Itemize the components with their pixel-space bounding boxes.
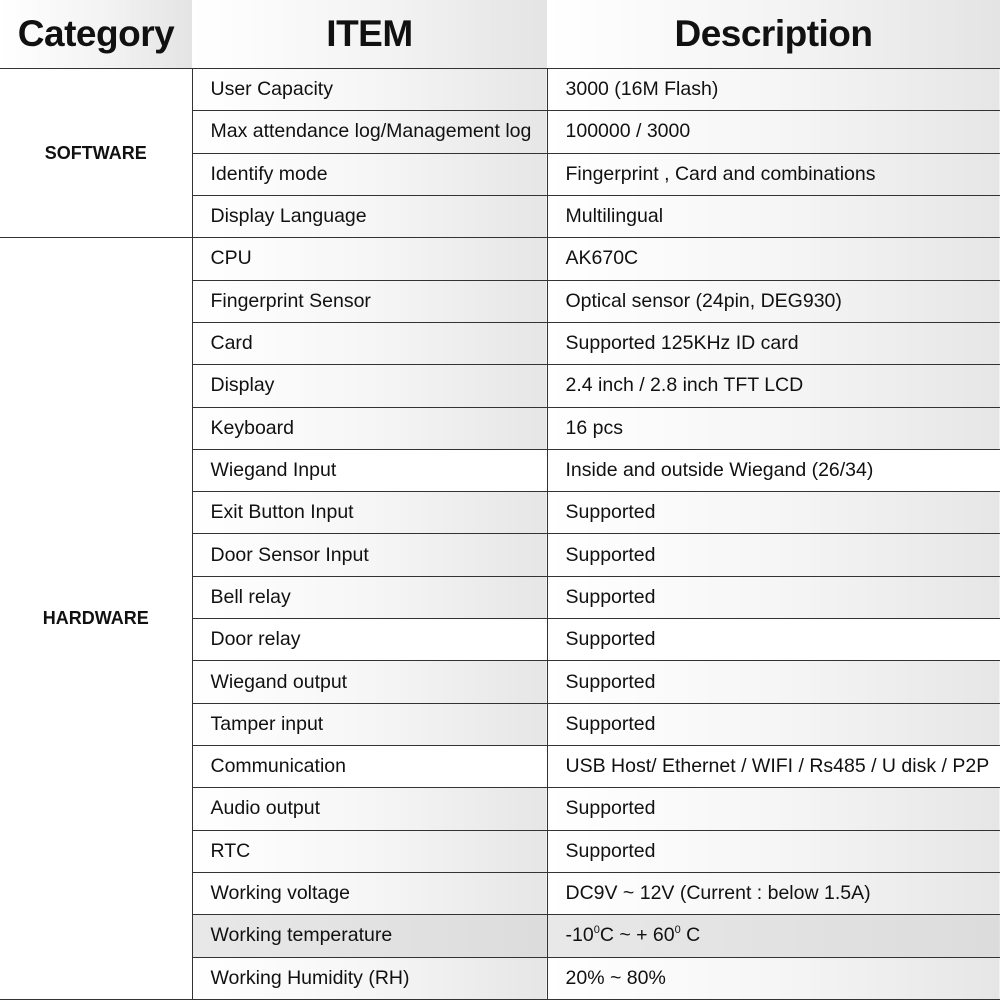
description-cell: Multilingual xyxy=(547,195,1000,237)
description-cell: Supported xyxy=(547,576,1000,618)
description-cell: Supported xyxy=(547,830,1000,872)
degree-mark: 0 xyxy=(593,924,600,937)
description-cell: Optical sensor (24pin, DEG930) xyxy=(547,280,1000,322)
item-cell: Fingerprint Sensor xyxy=(192,280,547,322)
description-cell: Supported xyxy=(547,661,1000,703)
item-cell: Communication xyxy=(192,746,547,788)
header-row xyxy=(0,0,1000,69)
temp-lead: -10 xyxy=(565,924,594,947)
category-software: SOFTWARE xyxy=(0,69,192,238)
item-cell: Identify mode xyxy=(192,153,547,195)
table-row xyxy=(0,238,1000,280)
item-cell: Bell relay xyxy=(192,576,547,618)
description-cell: 2.4 inch / 2.8 inch TFT LCD xyxy=(547,365,1000,407)
item-cell: RTC xyxy=(192,830,547,872)
item-cell: User Capacity xyxy=(192,69,547,111)
description-cell: 100000 / 3000 xyxy=(547,111,1000,153)
description-cell: 16 pcs xyxy=(547,407,1000,449)
item-cell: Max attendance log/Management log xyxy=(192,111,547,153)
category-hardware: HARDWARE xyxy=(0,238,192,1000)
description-cell: USB Host/ Ethernet / WIFI / Rs485 / U disk / P2P xyxy=(547,746,1000,788)
item-cell: Wiegand output xyxy=(192,661,547,703)
description-cell: DC9V ~ 12V (Current : below 1.5A) xyxy=(547,872,1000,914)
temp-tail: C xyxy=(680,924,701,947)
item-cell: Working voltage xyxy=(192,872,547,914)
item-cell: Door Sensor Input xyxy=(192,534,547,576)
description-cell: Fingerprint , Card and combinations xyxy=(547,153,1000,195)
item-cell: Wiegand Input xyxy=(192,449,547,491)
header-category: Category xyxy=(0,0,192,69)
description-cell: Inside and outside Wiegand (26/34) xyxy=(547,449,1000,491)
description-cell: Supported xyxy=(547,492,1000,534)
description-cell: Supported xyxy=(547,703,1000,745)
description-cell: 3000 (16M Flash) xyxy=(547,69,1000,111)
item-cell: Door relay xyxy=(192,619,547,661)
temp-mid: C ~ + 60 xyxy=(599,924,675,947)
item-cell: Keyboard xyxy=(192,407,547,449)
item-cell: Card xyxy=(192,322,547,364)
degree-mark: 0 xyxy=(674,924,681,937)
description-cell: Supported 125KHz ID card xyxy=(547,322,1000,364)
item-cell: Display Language xyxy=(192,195,547,237)
description-cell xyxy=(547,915,1000,957)
description-cell: Supported xyxy=(547,534,1000,576)
item-cell: CPU xyxy=(192,238,547,280)
item-cell: Exit Button Input xyxy=(192,492,547,534)
header-description: Description xyxy=(547,0,1000,69)
header-item: ITEM xyxy=(192,0,547,69)
description-cell: Supported xyxy=(547,788,1000,830)
description-cell: Supported xyxy=(547,619,1000,661)
item-cell: Display xyxy=(192,365,547,407)
item-cell: Working temperature xyxy=(192,915,547,957)
description-cell: 20% ~ 80% xyxy=(547,957,1000,999)
table-row xyxy=(0,69,1000,111)
item-cell: Tamper input xyxy=(192,703,547,745)
description-cell: AK670C xyxy=(547,238,1000,280)
item-cell: Audio output xyxy=(192,788,547,830)
item-cell: Working Humidity (RH) xyxy=(192,957,547,999)
